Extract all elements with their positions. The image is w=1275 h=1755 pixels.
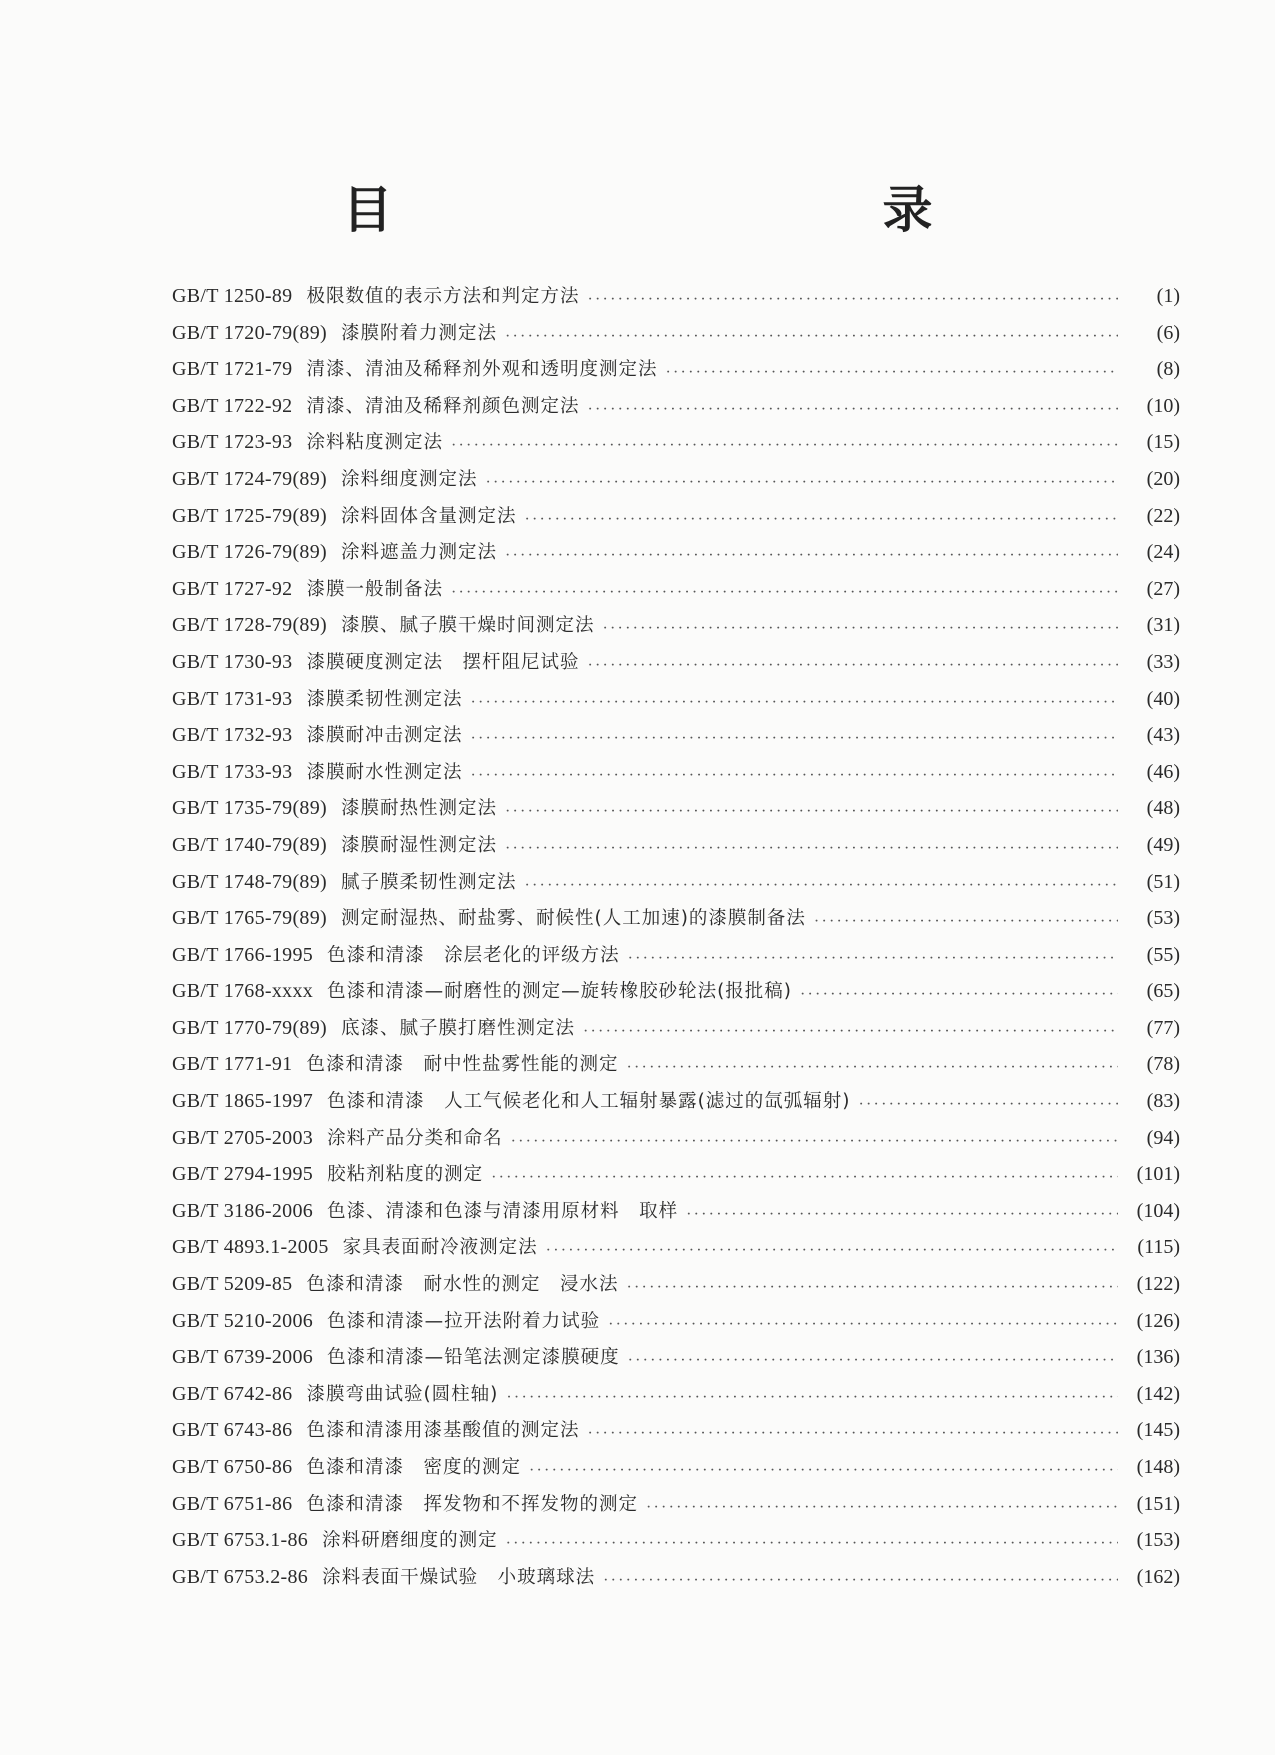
standard-number: GB/T 1721-79 — [172, 358, 293, 381]
page-number: (6) — [1156, 321, 1180, 344]
standard-number: GB/T 5209-85 — [172, 1273, 293, 1296]
page-number: (83) — [1146, 1090, 1180, 1113]
standard-number: GB/T 6751-86 — [172, 1492, 293, 1515]
toc-entry — [172, 648, 1180, 685]
standard-number: GB/T 1728-79(89) — [172, 614, 327, 637]
standard-number: GB/T 6750-86 — [172, 1456, 293, 1478]
dot-leader — [603, 616, 1119, 636]
dot-leader — [506, 1531, 1118, 1551]
standard-number: GB/T 1865-1997 — [172, 1090, 314, 1113]
entry-title: 涂料粘度测定法 — [306, 432, 443, 454]
toc-entry — [172, 1416, 1180, 1453]
page-number: (153) — [1136, 1529, 1180, 1552]
standard-number: GB/T 1731-93 — [172, 687, 293, 710]
toc-entry — [172, 1197, 1180, 1234]
standard-number: GB/T 1748-79(89) — [172, 870, 327, 893]
entry-title: 色漆和清漆 人工气候老化和人工辐射暴露(滤过的氙弧辐射) — [327, 1091, 851, 1113]
entry-title: 色漆和清漆 密度的测定 — [306, 1457, 521, 1478]
entry-title: 底漆、腻子膜打磨性测定法 — [340, 1017, 575, 1039]
page-number: (142) — [1136, 1382, 1180, 1405]
toc-entry — [172, 1087, 1180, 1124]
dot-leader — [587, 653, 1118, 673]
dot-leader — [505, 324, 1118, 344]
standard-number: GB/T 1771-91 — [172, 1053, 293, 1076]
page-number: (20) — [1146, 467, 1180, 490]
standard-number: GB/T 1250-89 — [172, 285, 293, 307]
entry-title: 漆膜耐冲击测定法 — [306, 725, 463, 747]
page-number: (148) — [1136, 1456, 1180, 1478]
dot-leader — [491, 1165, 1118, 1185]
entry-title: 漆膜附着力测定法 — [340, 322, 497, 344]
toc-entry — [172, 758, 1180, 795]
toc-entry — [172, 1124, 1180, 1161]
standard-number: GB/T 1740-79(89) — [172, 833, 327, 856]
entry-title: 色漆和清漆 耐中性盐雾性能的测定 — [306, 1054, 619, 1076]
page-number: (145) — [1136, 1419, 1180, 1442]
dot-leader — [470, 763, 1118, 783]
standard-number: GB/T 1727-92 — [172, 577, 293, 600]
toc-entry — [172, 1453, 1180, 1490]
dot-leader — [587, 397, 1118, 417]
standard-number: GB/T 6739-2006 — [172, 1346, 314, 1369]
dot-leader — [800, 982, 1118, 1002]
page-number: (40) — [1146, 687, 1180, 710]
toc-entry — [172, 465, 1180, 502]
dot-leader — [486, 470, 1119, 490]
entry-title: 胶粘剂粘度的测定 — [327, 1164, 484, 1186]
standard-number: GB/T 2794-1995 — [172, 1163, 314, 1186]
dot-leader — [686, 1202, 1118, 1222]
page-number: (115) — [1137, 1236, 1180, 1259]
entry-title: 测定耐湿热、耐盐雾、耐候性(人工加速)的漆膜制备法 — [340, 908, 806, 930]
standard-number: GB/T 6753.2-86 — [172, 1565, 309, 1588]
toc-entry — [172, 1526, 1180, 1563]
page-number: (55) — [1146, 943, 1180, 966]
toc-entry — [172, 282, 1180, 319]
page-number: (151) — [1136, 1492, 1180, 1515]
entry-title: 涂料固体含量测定法 — [340, 505, 517, 527]
page-number: (101) — [1136, 1163, 1180, 1186]
page-number: (126) — [1136, 1309, 1180, 1332]
dot-leader — [587, 1421, 1118, 1441]
standard-number: GB/T 1766-1995 — [172, 943, 314, 966]
dot-leader — [628, 946, 1118, 966]
entry-title: 色漆和清漆 涂层老化的评级方法 — [327, 944, 620, 966]
page-number: (1) — [1156, 285, 1180, 307]
dot-leader — [470, 690, 1118, 710]
page-number: (10) — [1146, 394, 1180, 417]
toc-entry — [172, 1490, 1180, 1527]
entry-title: 色漆和清漆 耐水性的测定 浸水法 — [306, 1274, 619, 1296]
toc-entry — [172, 1270, 1180, 1307]
entry-title: 极限数值的表示方法和判定方法 — [306, 286, 580, 307]
page-number: (94) — [1146, 1126, 1180, 1149]
dot-leader — [587, 287, 1118, 307]
page-number: (43) — [1146, 724, 1180, 747]
entry-title: 色漆和清漆—铅笔法测定漆膜硬度 — [327, 1347, 620, 1369]
entry-title: 漆膜柔韧性测定法 — [306, 688, 463, 710]
table-of-contents — [172, 282, 1180, 1599]
standard-number: GB/T 1765-79(89) — [172, 907, 327, 930]
page-number: (78) — [1146, 1053, 1180, 1076]
toc-entry — [172, 941, 1180, 978]
standard-number: GB/T 1732-93 — [172, 724, 293, 747]
dot-leader — [583, 1019, 1118, 1039]
dot-leader — [470, 726, 1118, 746]
entry-title: 色漆和清漆—拉开法附着力试验 — [327, 1310, 601, 1332]
standard-number: GB/T 1768-xxxx — [172, 980, 314, 1003]
entry-title: 漆膜耐湿性测定法 — [340, 834, 497, 856]
toc-entry — [172, 721, 1180, 758]
dot-leader — [529, 1458, 1118, 1478]
entry-title: 漆膜弯曲试验(圆柱轴) — [306, 1383, 499, 1405]
dot-leader — [859, 1092, 1119, 1112]
entry-title: 清漆、清油及稀释剂外观和透明度测定法 — [306, 359, 658, 381]
dot-leader — [511, 1129, 1118, 1149]
entry-title: 色漆、清漆和色漆与清漆用原材料 取样 — [327, 1200, 679, 1222]
toc-entry — [172, 319, 1180, 356]
standard-number: GB/T 1733-93 — [172, 760, 293, 783]
dot-leader — [665, 360, 1118, 380]
dot-leader — [546, 1238, 1118, 1258]
standard-number: GB/T 4893.1-2005 — [172, 1236, 329, 1259]
toc-entry — [172, 538, 1180, 575]
toc-entry — [172, 355, 1180, 392]
dot-leader — [814, 909, 1118, 929]
entry-title: 腻子膜柔韧性测定法 — [340, 871, 517, 893]
page-number: (33) — [1146, 650, 1180, 673]
dot-leader — [626, 1055, 1118, 1075]
dot-leader — [603, 1568, 1118, 1588]
toc-entry — [172, 904, 1180, 941]
entry-title: 涂料细度测定法 — [340, 468, 478, 490]
entry-title: 漆膜耐水性测定法 — [306, 761, 463, 783]
page-number: (122) — [1136, 1273, 1180, 1296]
toc-entry — [172, 685, 1180, 722]
toc-entry — [172, 428, 1180, 465]
standard-number: GB/T 1730-93 — [172, 650, 293, 673]
standard-number: GB/T 1724-79(89) — [172, 467, 327, 490]
toc-entry — [172, 868, 1180, 905]
standard-number: GB/T 1726-79(89) — [172, 541, 327, 564]
toc-entry — [172, 794, 1180, 831]
dot-leader — [505, 836, 1118, 856]
page-number: (136) — [1136, 1346, 1180, 1369]
page-number: (48) — [1146, 797, 1180, 820]
toc-entry — [172, 502, 1180, 539]
standard-number: GB/T 5210-2006 — [172, 1309, 314, 1332]
page-number: (104) — [1136, 1199, 1180, 1222]
standard-number: GB/T 3186-2006 — [172, 1199, 314, 1222]
standard-number: GB/T 1723-93 — [172, 431, 293, 454]
standard-number: GB/T 1725-79(89) — [172, 504, 327, 527]
entry-title: 涂料研磨细度的测定 — [322, 1530, 498, 1552]
entry-title: 涂料遮盖力测定法 — [340, 542, 497, 564]
page-number: (27) — [1146, 577, 1180, 600]
entry-title: 清漆、清油及稀释剂颜色测定法 — [306, 395, 580, 417]
dot-leader — [451, 433, 1118, 453]
page-number: (22) — [1146, 504, 1180, 527]
standard-number: GB/T 2705-2003 — [172, 1126, 314, 1149]
toc-entry — [172, 1233, 1180, 1270]
dot-leader — [451, 580, 1118, 600]
entry-title: 漆膜耐热性测定法 — [340, 798, 497, 820]
toc-entry — [172, 1160, 1180, 1197]
toc-entry — [172, 575, 1180, 612]
standard-number: GB/T 1770-79(89) — [172, 1016, 327, 1039]
toc-entry — [172, 1563, 1180, 1600]
entry-title: 色漆和清漆用漆基酸值的测定法 — [306, 1420, 580, 1442]
toc-entry — [172, 611, 1180, 648]
entry-title: 涂料产品分类和命名 — [327, 1127, 503, 1149]
entry-title: 漆膜硬度测定法 摆杆阻尼试验 — [306, 651, 580, 673]
entry-title: 漆膜一般制备法 — [306, 578, 443, 600]
dot-leader — [505, 799, 1118, 819]
page-number: (77) — [1146, 1016, 1180, 1039]
entry-title: 家具表面耐冷液测定法 — [342, 1237, 538, 1259]
toc-entry — [172, 1307, 1180, 1344]
page-title: 目 录 — [342, 180, 1063, 239]
page-number: (31) — [1146, 614, 1180, 637]
standard-number: GB/T 1735-79(89) — [172, 797, 327, 820]
standard-number: GB/T 6753.1-86 — [172, 1529, 309, 1552]
page-number: (51) — [1146, 870, 1180, 893]
page-number: (24) — [1146, 541, 1180, 564]
dot-leader — [525, 873, 1119, 893]
toc-entry — [172, 977, 1180, 1014]
standard-number: GB/T 1722-92 — [172, 394, 293, 417]
dot-leader — [628, 1348, 1118, 1368]
dot-leader — [646, 1495, 1118, 1515]
toc-entry — [172, 1380, 1180, 1417]
standard-number: GB/T 6743-86 — [172, 1419, 293, 1442]
dot-leader — [608, 1312, 1118, 1332]
page-number: (162) — [1136, 1565, 1180, 1588]
page-number: (65) — [1146, 980, 1180, 1003]
entry-title: 色漆和清漆 挥发物和不挥发物的测定 — [306, 1493, 638, 1515]
toc-entry — [172, 831, 1180, 868]
dot-leader — [525, 507, 1119, 527]
toc-entry — [172, 1050, 1180, 1087]
standard-number: GB/T 6742-86 — [172, 1382, 293, 1405]
dot-leader — [506, 1385, 1118, 1405]
page-number: (8) — [1156, 358, 1180, 381]
page-number: (15) — [1146, 431, 1180, 454]
page-number: (46) — [1146, 760, 1180, 783]
toc-entry — [172, 1014, 1180, 1051]
toc-entry — [172, 1343, 1180, 1380]
dot-leader — [505, 543, 1118, 563]
page-number: (49) — [1146, 833, 1180, 856]
entry-title: 涂料表面干燥试验 小玻璃球法 — [322, 1566, 596, 1588]
toc-entry — [172, 392, 1180, 429]
page-number: (53) — [1146, 907, 1180, 930]
dot-leader — [626, 1275, 1118, 1295]
standard-number: GB/T 1720-79(89) — [172, 321, 327, 344]
entry-title: 漆膜、腻子膜干燥时间测定法 — [340, 615, 595, 637]
entry-title: 色漆和清漆—耐磨性的测定—旋转橡胶砂轮法(报批稿) — [327, 981, 792, 1003]
